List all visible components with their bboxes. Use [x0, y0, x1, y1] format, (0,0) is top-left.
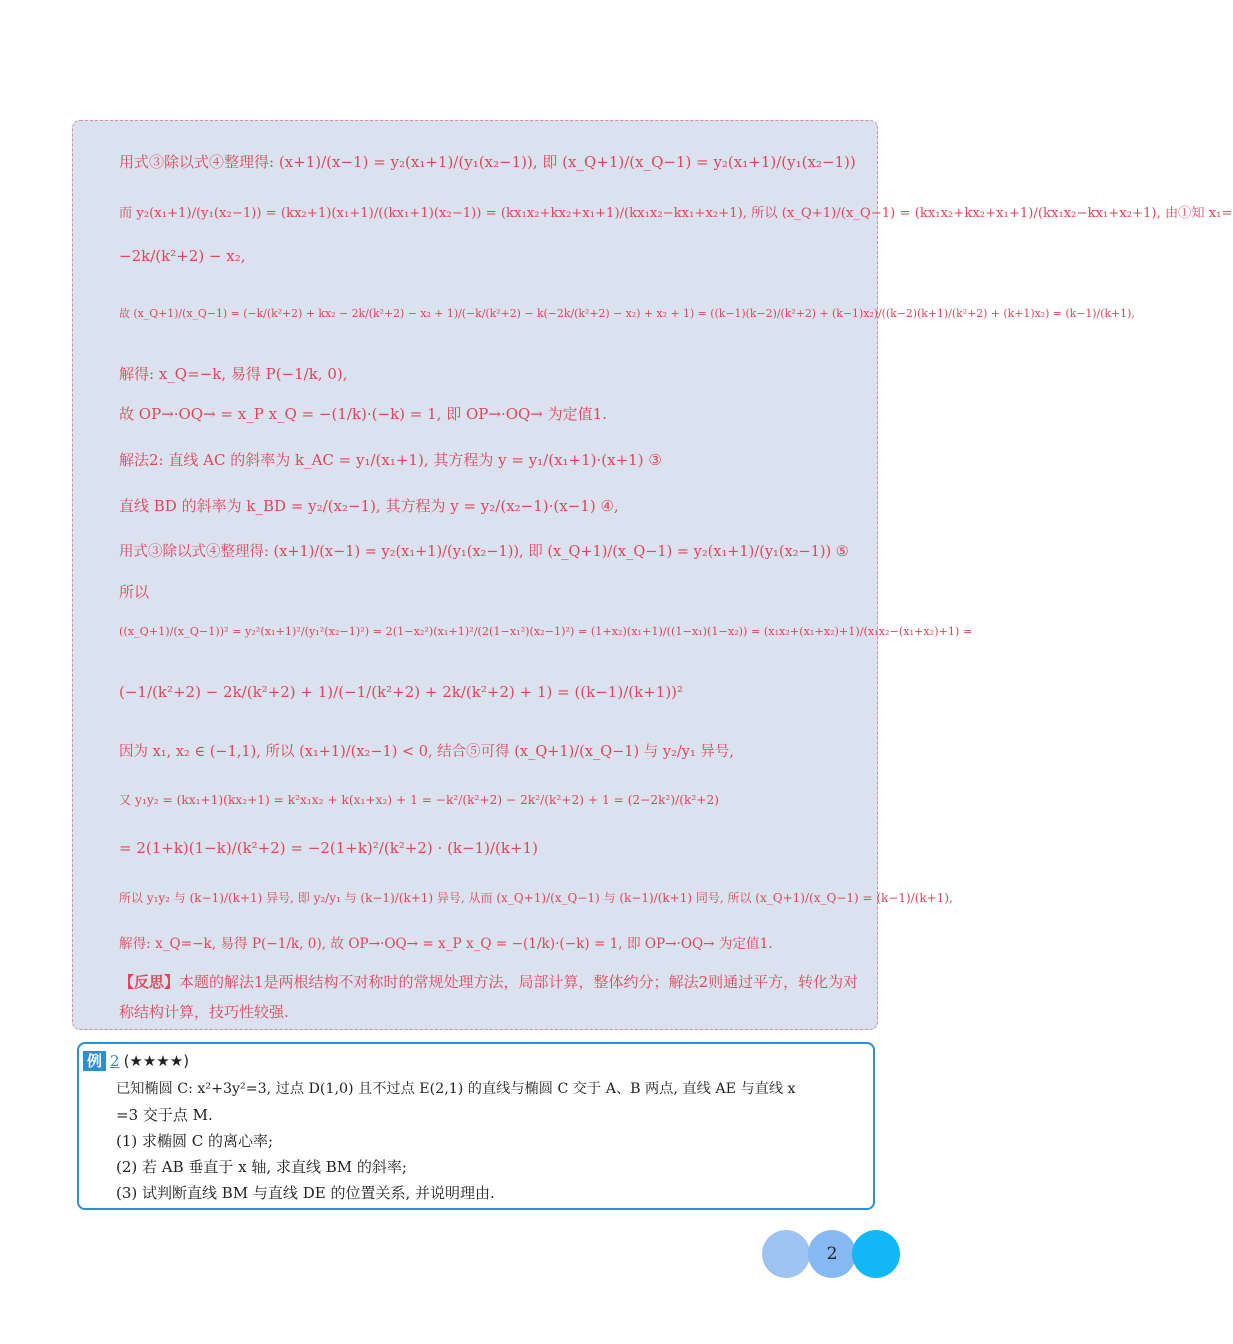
solution-line: 解得: x_Q=−k, 易得 P(−1/k, 0), 故 OP→·OQ→ = x_P x_Q = −(1/k)·(−k) = 1, 即 OP→·OQ→ 为定值1. — [119, 936, 773, 952]
solution-line: 而 y₂(x₁+1)/(y₁(x₂−1)) = (kx₂+1)(x₁+1)/((kx₁+1)(x₂−1)) = (kx₁x₂+kx₂+x₁+1)/(kx₁x₂−kx₁+x₂+1), 所以 (x_Q+1)/(x_Q−1) = (kx₁x₂+kx₂+x₁+1)/(kx₁x₂−kx₁+x₂+1), 由①知 x₁= — [119, 206, 1233, 221]
solution-line: 解得: x_Q=−k, 易得 P(−1/k, 0), — [119, 365, 348, 383]
solution-line: = 2(1+k)(1−k)/(k²+2) = −2(1+k)²/(k²+2) · (k−1)/(k+1) — [119, 839, 538, 857]
solution-line: 所以 — [119, 583, 150, 601]
solution-line: 用式③除以式④整理得: (x+1)/(x−1) = y₂(x₁+1)/(y₁(x₂−1)), 即 (x_Q+1)/(x_Q−1) = y₂(x₁+1)/(y₁(x₂−1)) — [119, 153, 856, 171]
example-line: 已知椭圆 C: x²+3y²=3, 过点 D(1,0) 且不过点 E(2,1) 的直线与椭圆 C 交于 A、B 两点, 直线 AE 与直线 x — [116, 1081, 796, 1097]
badge-circle — [762, 1230, 810, 1278]
reflection — [119, 967, 867, 1027]
page-number-badge — [762, 1230, 902, 1278]
solution-line: 故 OP→·OQ→ = x_P x_Q = −(1/k)·(−k) = 1, 即 OP→·OQ→ 为定值1. — [119, 405, 607, 423]
example-line: (2) 若 AB 垂直于 x 轴, 求直线 BM 的斜率; — [116, 1158, 407, 1176]
badge-circle — [852, 1230, 900, 1278]
example-line: =3 交于点 M. — [116, 1106, 213, 1124]
solution-line: 直线 BD 的斜率为 k_BD = y₂/(x₂−1), 其方程为 y = y₂/(x₂−1)·(x−1) ④, — [119, 497, 619, 515]
solution-line: 用式③除以式④整理得: (x+1)/(x−1) = y₂(x₁+1)/(y₁(x₂−1)), 即 (x_Q+1)/(x_Q−1) = y₂(x₁+1)/(y₁(x₂−1)) ⑤ — [119, 544, 849, 560]
example-box — [77, 1042, 875, 1210]
reflection-text: 本题的解法1是两根结构不对称时的常规处理方法，局部计算，整体约分；解法2则通过平方，转化为对称结构计算，技巧性较强. — [119, 973, 859, 1021]
solution-line: 故 (x_Q+1)/(x_Q−1) = (−k/(k²+2) + kx₂ − 2k/(k²+2) − x₂ + 1)/(−k/(k²+2) − k(−2k/(k²+2) − x₂) + x₂ + 1) = ((k−1)(k−2)/(k²+2) + (k−1)x₂)/((k−2)(k+1)/(k²+2) + (k+1)x₂) = (k−1)/(k+1), — [119, 307, 1135, 320]
solution-line: 因为 x₁, x₂ ∈ (−1,1), 所以 (x₁+1)/(x₂−1) < 0, 结合⑤可得 (x_Q+1)/(x_Q−1) 与 y₂/y₁ 异号, — [119, 744, 734, 760]
page-number: 2 — [826, 1244, 838, 1264]
reflection-label: 【反思】 — [119, 973, 180, 991]
solution-line: (−1/(k²+2) − 2k/(k²+2) + 1)/(−1/(k²+2) + 2k/(k²+2) + 1) = ((k−1)/(k+1))² — [119, 683, 684, 701]
solution-line: −2k/(k²+2) − x₂, — [119, 247, 246, 265]
solution-line: 所以 y₁y₂ 与 (k−1)/(k+1) 异号, 即 y₂/y₁ 与 (k−1)/(k+1) 异号, 从而 (x_Q+1)/(x_Q−1) 与 (k−1)/(k+1) 同号, 所以 (x_Q+1)/(x_Q−1) = (k−1)/(k+1), — [119, 891, 953, 905]
example-tag: 例 — [83, 1051, 106, 1071]
example-header — [83, 1050, 189, 1072]
solution-box — [72, 120, 1233, 1030]
solution-line: 解法2: 直线 AC 的斜率为 k_AC = y₁/(x₁+1), 其方程为 y = y₁/(x₁+1)·(x+1) ③ — [119, 451, 662, 469]
example-number: 2 — [110, 1052, 120, 1070]
example-line: (1) 求椭圆 C 的离心率; — [116, 1132, 274, 1150]
solution-line: 又 y₁y₂ = (kx₁+1)(kx₂+1) = k²x₁x₂ + k(x₁+x₂) + 1 = −k²/(k²+2) − 2k²/(k²+2) + 1 = (2−2k²)/(k²+2) — [119, 793, 720, 807]
difficulty-stars: (★★★★) — [123, 1052, 190, 1070]
solution-line: ((x_Q+1)/(x_Q−1))² = y₂²(x₁+1)²/(y₁²(x₂−1)²) = 2(1−x₂²)(x₁+1)²/(2(1−x₁²)(x₂−1)²) = (1+x₂)(x₁+1)/((1−x₁)(1−x₂)) = (x₁x₂+(x₁+x₂)+1)/(x₁x₂−(x₁+x₂)+1) = — [119, 625, 973, 638]
example-line: (3) 试判断直线 BM 与直线 DE 的位置关系, 并说明理由. — [116, 1184, 495, 1202]
